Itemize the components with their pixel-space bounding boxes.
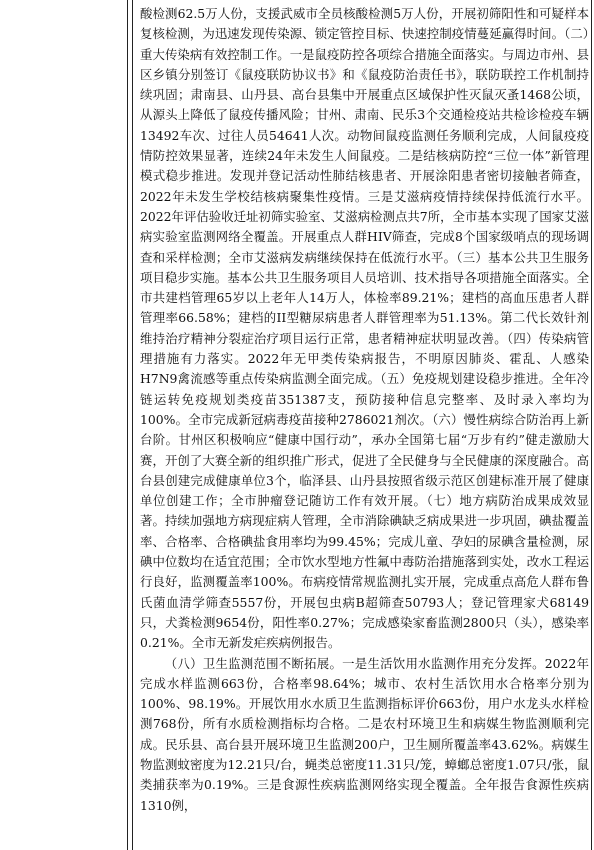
paragraph: 酸检测62.5万人份，支援武威市全员核酸检测5万人份，开展初筛阳性和可疑样本复核检测，为迅速发现传染源、锁定管控目标、快速控制疫情蔓延赢得时间。（二）重大传染病有效控制工作。一是鼠疫防控各项综合措施全面落实。与周边市州、县区乡镇分别签订《鼠疫联防协议书》和《鼠疫防治责任书》，联防联控工作机制持续巩固；肃南县、山丹县、高台县集中开展重点区域保护性灭鼠灭蚤1468公顷，从源头上降低了鼠疫传播风险；甘州、肃南、民乐3个交通检疫站共检诊检疫车辆13492车次、过往人员54641人次。动物间鼠疫监测任务顺利完成，人间鼠疫疫情防控效果显著，连续24年未发生人间鼠疫。二是结核病防控“三位一体”新管理模式稳步推进。发现并登记活动性肺结核患者、开展涂阳患者密切接触者筛查，2022年未发生学校结核病聚集性疫情。三是艾滋病疫情持续保持低流行水平。2022年评估验收迁址初筛实验室、艾滋病检测点共7所，全市基本实现了国家艾滋病实验室监测网络全覆盖。开展重点人群HIV筛查，完成8个国家级哨点的现场调查和采样检测；全市艾滋病发病继续保持在低流行水平。（三）基本公共卫生服务项目稳步实施。基本公共卫生服务项目人员培训、技术指导各项措施全面落实。全市共建档管理65岁以上老年人14万人，体检率89.21%；建档的高血压患者人群管理率66.58%；建档的II型糖尿病患者人群管理率为51.13%。第二代长效针剂维持治疗精神分裂症治疗项目运行正常，患者精神症状明显改善。（四）传染病管理措施有力落实。2022年无甲类传染病报告，不明原因肺炎、霍乱、人感染H7N9禽流感等重点传染病监测全面完成。（五）免疫规划建设稳步推进。全年冷链运转免疫规划类疫苗351387支，预防接种信息完整率、及时录入率均为100%。全市完成新冠病毒疫苗接种2786021剂次。（六）慢性病综合防治再上新台阶。甘州区积极响应“健康中国行动”，承办全国第七届“万步有约”健走激励大赛，开创了大赛全新的组织推广形式，促进了全民健身与全民健康的深度融合。高台县创建完成健康单位3个，临泽县、山丹县按照省级示范区创建标准开展了健康单位创建工作；全市肿瘤登记随访工作有效开展。（七）地方病防治成果成效显著。持续加强地方病现症病人管理，全市消除碘缺乏病成果进一步巩固，碘盐覆盖率、合格率、合格碘盐食用率均为99.45%；完成儿童、孕妇的尿碘含量检测，尿碘中位数均在适宜范围；全市饮水型地方性氟中毒防治措施落到实处，改水工程运行良好，监测覆盖率100%。布病疫情常规监测扎实开展，完成重点高危人群布鲁氏菌血清学筛查5557份，开展包虫病B超筛查50793人；登记管理家犬68149只，犬粪检测9654份，阳性率0.27%；完成感染家畜监测2800只（头），感染率0.21%。全市无新发疟疾病例报告。 xyxy=(140,6,589,651)
body-text xyxy=(140,4,589,816)
paragraph: （八）卫生监测范围不断拓展。一是生活饮用水监测作用充分发挥。2022年完成水样监测663份，合格率98.64%；城市、农村生活饮用水合格率分别为100%、98.19%。开展饮用水水质卫生监测指标评价663份，用户水龙头水样检测768份，所有水质检测指标均合格。二是农村环境卫生和病媒生物监测顺利完成。民乐县、高台县开展环境卫生监测200户，卫生厕所覆盖率43.62%。病媒生物监测蚊密度为12.21只/台，蝇类总密度11.31只/笼，蟑螂总密度1.07只/张，鼠类捕获率为0.19%。三是食源性疾病监测网络实现全覆盖。全年报告食源性疾病1310例， xyxy=(140,655,589,813)
table-border-left xyxy=(127,0,128,850)
table-border-inner xyxy=(132,0,133,850)
table-border-right xyxy=(591,0,592,850)
